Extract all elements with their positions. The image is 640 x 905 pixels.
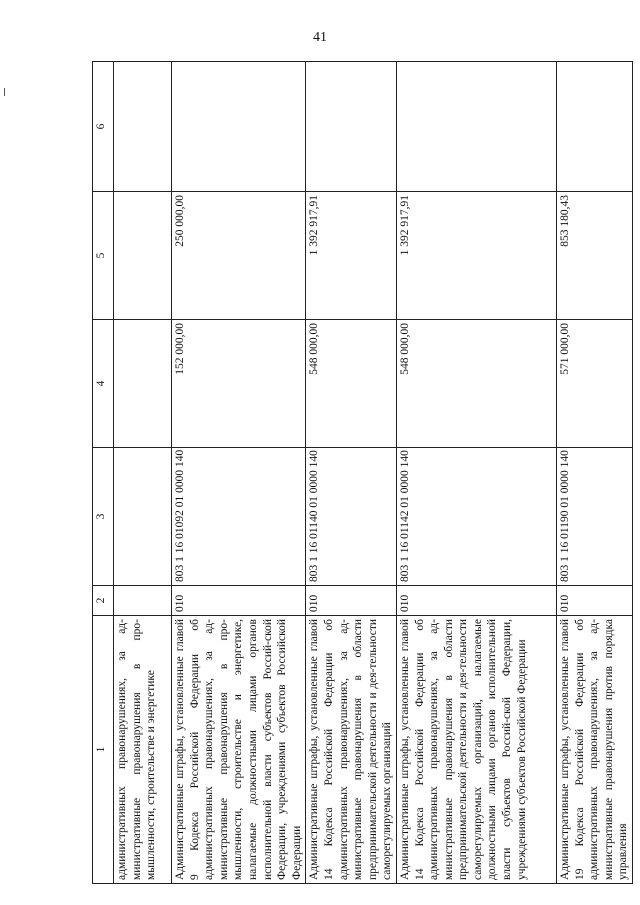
row-col6 xyxy=(556,62,632,192)
row-col6 xyxy=(396,62,556,192)
page-number: 41 xyxy=(313,30,327,45)
table-row xyxy=(172,62,306,884)
table-header-row xyxy=(93,62,114,884)
row-description: Административные штрафы, установленные главой 9 Кодекса Российской Федерации об административных правонарушениях, за ад-министративные правонарушения в про-мышленности, строительстве и энергетике, налагаемые должностными лицами органов исполнительной власти субъектов Россий-ской Федерации, учреждениями субъектов Российской Федерации xyxy=(172,616,306,884)
row-code: 010 xyxy=(556,586,632,616)
revenue-table xyxy=(92,61,633,884)
table-row-continuation xyxy=(114,62,172,884)
row-code: 010 xyxy=(396,586,556,616)
table-row xyxy=(306,62,397,884)
table-row xyxy=(396,62,556,884)
header-cell-1: 1 xyxy=(93,616,114,884)
row-col5: 1 392 917,91 xyxy=(306,192,397,320)
row-col6 xyxy=(306,62,397,192)
header-cell-4: 4 xyxy=(93,320,114,448)
row-kbk: 803 1 16 01140 01 0000 140 xyxy=(306,448,397,586)
row-description: административных правонарушениях, за ад-министративные правонарушения в про-мышленности, строительстве и энергетике xyxy=(114,616,172,884)
row-col5: 1 392 917,91 xyxy=(396,192,556,320)
margin-mark xyxy=(4,88,5,96)
row-description: Административные штрафы, установленные главой 14 Кодекса Российской Федерации об административных правонарушениях, за ад-министративные правонарушения в области предпринимательской деятельности и дея-тельности саморегулируемых организаций, налагаемые должностными лицами органов исполнительной власти субъектов Россий-ской Федерации, учреждениями субъектов Российской Федерации xyxy=(396,616,556,884)
row-col4: 548 000,00 xyxy=(306,320,397,448)
row-col4: 548 000,00 xyxy=(396,320,556,448)
header-cell-5: 5 xyxy=(93,192,114,320)
row-kbk: 803 1 16 01142 01 0000 140 xyxy=(396,448,556,586)
row-col6 xyxy=(172,62,306,192)
row-description: Административные штрафы, установленные главой 14 Кодекса Российской Федерации об административных правонарушениях, за ад-министративные правонарушения в области предпринимательской деятельности и дея-тельности саморегулируемых организаций xyxy=(306,616,397,884)
header-cell-6: 6 xyxy=(93,62,114,192)
row-kbk: 803 1 16 01190 01 0000 140 xyxy=(556,448,632,586)
row-col4: 152 000,00 xyxy=(172,320,306,448)
row-code xyxy=(114,586,172,616)
row-col5 xyxy=(114,192,172,320)
rotated-table-wrapper xyxy=(92,62,630,884)
row-col6 xyxy=(114,62,172,192)
header-cell-3: 3 xyxy=(93,448,114,586)
row-col5: 853 180,43 xyxy=(556,192,632,320)
table-row xyxy=(556,62,632,884)
row-code: 010 xyxy=(172,586,306,616)
header-cell-2: 2 xyxy=(93,586,114,616)
row-col4 xyxy=(114,320,172,448)
row-description: Административные штрафы, установленные главой 19 Кодекса Российской Федерации об административных правонарушениях, за ад-министративные правонарушения против порядка управления xyxy=(556,616,632,884)
row-code: 010 xyxy=(306,586,397,616)
row-col4: 571 000,00 xyxy=(556,320,632,448)
row-kbk: 803 1 16 01092 01 0000 140 xyxy=(172,448,306,586)
row-col5: 250 000,00 xyxy=(172,192,306,320)
row-kbk xyxy=(114,448,172,586)
